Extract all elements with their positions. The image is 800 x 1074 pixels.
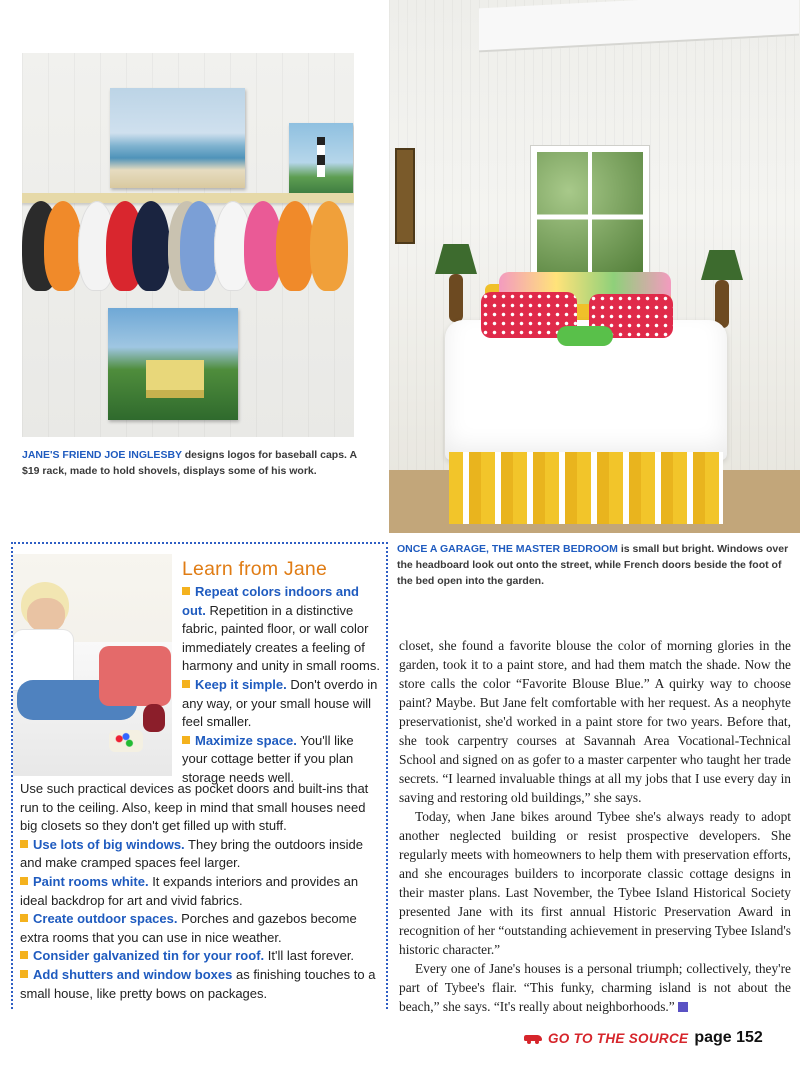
jane-portrait-photo bbox=[13, 554, 172, 776]
caption-lead: JANE'S FRIEND JOE INGLESBY bbox=[22, 449, 182, 461]
go-to-source-link[interactable] bbox=[524, 1027, 763, 1049]
sidebar-tips-lower bbox=[20, 780, 380, 1003]
baseball-cap bbox=[180, 201, 218, 291]
wine-glass bbox=[143, 704, 165, 732]
bedroom-photo bbox=[389, 0, 800, 533]
tip-lead: Consider galvanized tin for your roof. bbox=[33, 948, 265, 964]
bedroom-photo-caption bbox=[397, 541, 797, 589]
tip-text: Repetition in a distinctive fabric, painted floor, or wall color immediately creates a feeling of harmony and unity in small rooms. bbox=[182, 602, 380, 674]
tip-lead: Maximize space. bbox=[195, 732, 297, 748]
green-bolster bbox=[557, 326, 613, 346]
tip-lead: Add shutters and window boxes bbox=[33, 966, 233, 982]
lighthouse-painting bbox=[289, 123, 353, 195]
beach-painting bbox=[110, 88, 245, 188]
face bbox=[27, 598, 65, 632]
tip-lead: Use lots of big windows. bbox=[33, 836, 185, 852]
ceiling-fan bbox=[479, 0, 799, 52]
tip-text: It expands interiors and provides an ideal backdrop for art and vivid fabrics. bbox=[20, 873, 359, 908]
tip-lead: Keep it simple. bbox=[195, 676, 287, 692]
lamp-base bbox=[449, 274, 463, 322]
body-paragraph: closet, she found a favorite blouse the color of morning glories in the garden, took it to a paint store, and had them match the shade. Now the store calls the color “Favorite Blouse Blue.” A quirky way to choose paint? Maybe. But Jane felt comfortable with her request. As a neophyte preservationist, she'd worked in a paint store for two years. Before that, she took carpentry courses at Savannah Area Vocational-Technical School and signed on as gofer to a master carpenter who taught her trade secrets. “I learned invaluable things at all my jobs that I use every day in saving and restoring old buildings,” she says. bbox=[399, 638, 791, 805]
body-paragraph: Today, when Jane bikes around Tybee she's always ready to adopt another neglected building or resist prospective developers. She regularly meets with homeowners to help them with preservation efforts, and she encourages builders to incorporate classic cottage designs in their master plans. Last November, the Tybee Island Historical Society presented Jane with its first annual Historic Preservation Award in recognition of her “outstanding achievement in preserving Tybee Island's historic character.” bbox=[399, 809, 791, 957]
tip-text: It'll last forever. bbox=[264, 948, 355, 964]
window bbox=[531, 146, 649, 288]
bullet-square-icon bbox=[20, 951, 28, 959]
tip bbox=[20, 873, 380, 910]
body-paragraph-text: Every one of Jane's houses is a personal triumph; collectively, they're part of Tybee's flair. “This funky, charming island is not about the beach,” she says. “It's really about neighborhoods.” bbox=[399, 961, 791, 1014]
bullet-square-icon bbox=[20, 914, 28, 922]
page-reference: page 152 bbox=[694, 1029, 763, 1046]
caps-photo-caption bbox=[22, 447, 362, 479]
tip bbox=[20, 947, 380, 966]
tip-text: You'll like your cottage better if you plan storage needs well. bbox=[182, 732, 354, 785]
tip bbox=[182, 583, 382, 676]
mirror bbox=[395, 148, 415, 244]
tip bbox=[20, 836, 380, 873]
caption-lead: ONCE A GARAGE, THE MASTER BEDROOM bbox=[397, 543, 618, 555]
baseball-cap bbox=[132, 201, 170, 291]
tip-text: They bring the outdoors inside and make cramped spaces feel larger. bbox=[20, 836, 363, 871]
tip bbox=[20, 966, 380, 1003]
red-cushion bbox=[99, 646, 171, 706]
bed-skirt bbox=[449, 452, 723, 524]
bullet-square-icon bbox=[20, 970, 28, 978]
body-paragraph bbox=[399, 959, 791, 1016]
bullet-square-icon bbox=[182, 736, 190, 744]
tip-text: Don't overdo in any way, or your small house will feel smaller. bbox=[182, 676, 378, 730]
tip-text: as finishing touches to a small house, like pretty bows on packages. bbox=[20, 966, 376, 1001]
end-mark-icon bbox=[678, 1002, 688, 1012]
caption-text: is small but bright. Windows over the headboard look out onto the street, while French doors beside the foot of the bed open into the garden. bbox=[397, 543, 789, 587]
baseball-cap bbox=[44, 201, 82, 291]
bullet-square-icon bbox=[20, 877, 28, 885]
candy-bowl bbox=[109, 730, 143, 752]
lamp-base bbox=[715, 280, 729, 328]
baseball-cap bbox=[310, 201, 348, 291]
tip-continuation: Use such practical devices as pocket doors and built-ins that run to the ceiling. Also, keep in mind that small houses need big closets so they don't get filled up with stuff. bbox=[20, 781, 369, 834]
tip-lead: Paint rooms white. bbox=[33, 873, 149, 889]
car-icon bbox=[524, 1032, 542, 1044]
tip-lead: Repeat colors indoors and out. bbox=[182, 584, 359, 618]
lamp-shade bbox=[701, 250, 743, 280]
tip-lead: Create outdoor spaces. bbox=[33, 911, 178, 927]
caption-text: designs logos for baseball caps. A $19 rack, made to hold shovels, displays some of his work. bbox=[22, 449, 357, 477]
footer-label: GO TO THE SOURCE bbox=[548, 1030, 689, 1046]
tip-text: Porches and gazebos become extra rooms that you can use in nice weather. bbox=[20, 911, 357, 945]
tip bbox=[20, 910, 380, 947]
article-body bbox=[399, 636, 791, 1016]
caps-wall-photo bbox=[22, 53, 354, 437]
tip bbox=[182, 676, 382, 732]
house-painting bbox=[108, 308, 238, 420]
bullet-square-icon bbox=[20, 840, 28, 848]
bullet-square-icon bbox=[182, 587, 190, 595]
sidebar-tips-upper bbox=[182, 583, 382, 788]
sidebar-title: Learn from Jane bbox=[182, 558, 327, 580]
lamp-shade bbox=[435, 244, 477, 274]
baseball-cap bbox=[276, 201, 314, 291]
bullet-square-icon bbox=[182, 680, 190, 688]
